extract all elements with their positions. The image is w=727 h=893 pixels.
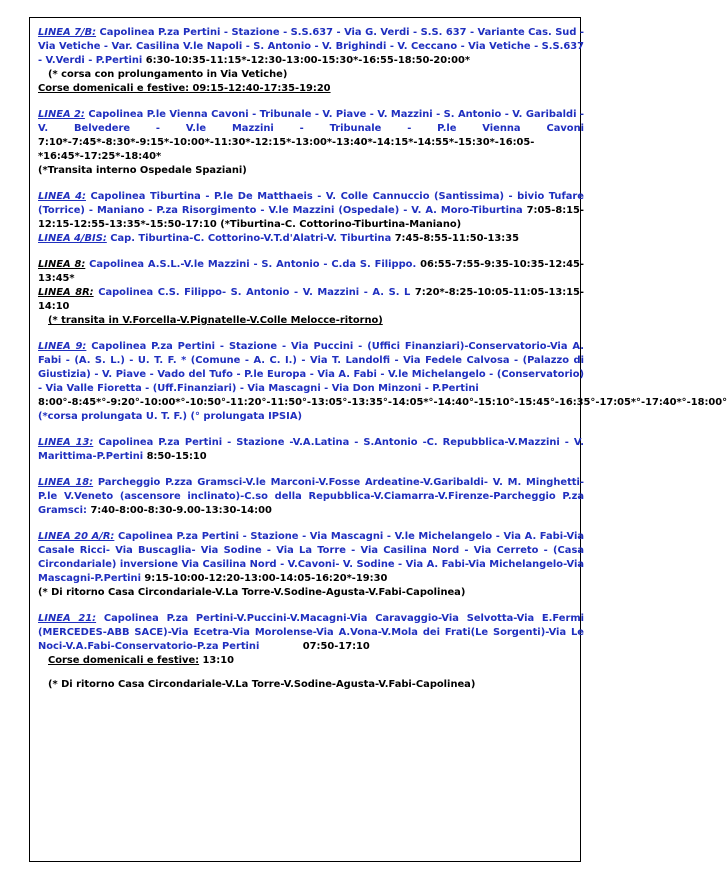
line-4bis-label: LINEA 4/BIS: — [38, 233, 107, 244]
line-4bis-times: 7:45-8:55-11:50-13:35 — [391, 233, 519, 244]
line-9-route: Capolinea P.za Pertini - Stazione - Via Puccini - (Uffici Finanziari)-Conservatorio-Via A. Fabi - (A. S. L.) - U. T. F. * (Comune - A. C. I.) - Via T. Landolfi - Via Fedele Calvosa - (Palazzo di Giustizia) - V. Piave - Vado del Tufo - P.le Europa - Via A. Fabi - V.le Michelangelo - (Conservatorio) - Via Valle Fioretta - (Uff.Finanziari) - Via Mascagni - Via Don Minzoni - P.Pertini — [38, 341, 584, 394]
line-7b-holiday: Corse domenicali e festive: 09:15-12:40-17:35-19:20 — [38, 83, 331, 94]
line-13-times: 8:50-15:10 — [143, 451, 207, 462]
line-7b-block — [38, 26, 584, 96]
line-21-note: (* Di ritorno Casa Circondariale-V.La Torre-V.Sodine-Agusta-V.Fabi-Capolinea) — [48, 679, 476, 690]
line-9-times: 8:00°-8:45*°-9:20°-10:00*°-10:50°-11:20°-11:50°-13:05°-13:35°-14:05*°-14:40°-15:10°-15:45°-16:35°-17:05*°-17:40*°-18:00° — [38, 397, 727, 408]
line-4-times-note: (*Tiburtina-C. Cottorino-Tiburtina-Maniano) — [220, 219, 462, 230]
line-20-label: LINEA 20 A/R: — [38, 531, 115, 542]
line-8-note: (* transita in V.Forcella-V.Pignatelle-V.Colle Melocce-ritorno) — [48, 315, 383, 326]
line-7b-label: LINEA 7/B: — [38, 27, 97, 38]
line-8-times: 06:55-7:55-9:35-10:35-12:45-13:45* — [38, 259, 584, 284]
line-4-block — [38, 190, 584, 246]
line-18-block — [38, 476, 584, 518]
line-13-label: LINEA 13: — [38, 437, 94, 448]
bus-schedule — [38, 26, 727, 704]
line-21-holiday-times: 13:10 — [199, 655, 234, 666]
line-2-times: 7:10*-7:45*-8:30*-9:15*-10:00*-11:30*-12:15*-13:00*-13:40*-14:15*-14:55*-15:30*-16:05-*16:45*-17:25*-18:40* — [38, 137, 535, 162]
line-8-block — [38, 258, 584, 328]
line-7b-times: 6:30-10:35-11:15*-12:30-13:00-15:30*-16:55-18:50-20:00* — [142, 55, 471, 66]
line-4bis-route: Cap. Tiburtina-C. Cottorino-V.T.d'Alatri-V. Tiburtina — [106, 233, 392, 244]
line-20-route: Capolinea P.za Pertini - Stazione - Via Mascagni - V.le Michelangelo - Via A. Fabi-Via Casale Ricci- Via Buscaglia- Via Sodine - Via La Torre - Via Casilina Nord - Via Cerreto - (Casa Circondariale) inversione Via Casilina Nord - V.Cavoni- V. Sodine - Via A. Fabi-Via Michelangelo-Via Mascagni-P.Pertini — [38, 531, 584, 584]
line-4-route: Capolinea Tiburtina - P.le De Matthaeis - V. Colle Cannuccio (Santissima) - bivio Tufare (Torrice) - Maniano - P.za Risorgimento - V.le Mazzini (Ospedale) - V. A. Moro-Tiburtina — [38, 191, 584, 216]
line-8r-route: Capolinea C.S. Filippo- S. Antonio - V. Mazzini - A. S. L — [93, 287, 411, 298]
line-21-label: LINEA 21: — [38, 613, 97, 624]
line-7b-note: (* corsa con prolungamento in Via Vetiche) — [48, 69, 288, 80]
line-21-times: 07:50-17:10 — [302, 641, 370, 652]
line-21-holiday-label: Corse domenicali e festive: — [48, 655, 200, 666]
line-18-route: Parcheggio P.zza Gramsci-V.le Marconi-V.Fosse Ardeatine-V.Garibaldi- V. M. Minghetti-P.le V.Veneto (ascensore inclinato)-C.so della Repubblica-V.Ciamarra-V.Firenze-Parcheggio P.za Gramsci: — [38, 477, 585, 516]
line-18-times: 7:40-8:00-8:30-9.00-13:30-14:00 — [87, 505, 272, 516]
line-8-route: Capolinea A.S.L.-V.le Mazzini - S. Antonio - C.da S. Filippo. — [85, 259, 417, 270]
line-8-label: LINEA 8: — [38, 259, 86, 270]
line-20-times: 9:15-10:00-12:20-13:00-14:05-16:20*-19:30 — [140, 573, 388, 584]
line-7b-route: Capolinea P.za Pertini - Stazione - S.S.637 - Via G. Verdi - S.S. 637 - Variante Cas. Sud - Via Vetiche - Var. Casilina V.le Napoli - S. Antonio - V. Brighindi - V. Ceccano - Via Vetiche - S.S.637 - V.Verdi - P.Pertini — [38, 27, 584, 66]
line-8r-label: LINEA 8R: — [38, 287, 94, 298]
line-13-block — [38, 436, 584, 464]
line-21-route: Capolinea P.za Pertini-V.Puccini-V.Macagni-Via Caravaggio-Via Selvotta-Via E.Fermi (MERCEDES-ABB SACE)-Via Ecetra-Via Morolense-Via A.Vona-V.Mola dei Frati(Le Sorgenti)-Via Le Noci-V.A.Fabi-Conservatorio-P.za Pertini — [38, 613, 584, 652]
line-9-times-note: (*corsa prolungata U. T. F.) (° prolungata IPSIA) — [38, 411, 302, 422]
line-20-note: (* Di ritorno Casa Circondariale-V.La Torre-V.Sodine-Agusta-V.Fabi-Capolinea) — [38, 587, 466, 598]
line-9-block — [38, 340, 727, 424]
line-21-block — [38, 612, 584, 692]
line-2-route: Capolinea P.le Vienna Cavoni - Tribunale - V. Piave - V. Mazzini - S. Antonio - V. Garibaldi - V. Belvedere - V.le Mazzini - Tribunale - P.le Vienna Cavoni — [38, 109, 584, 134]
line-2-note: (*Transita interno Ospedale Spaziani) — [38, 165, 247, 176]
line-18-label: LINEA 18: — [38, 477, 94, 488]
line-2-block — [38, 108, 584, 178]
line-9-label: LINEA 9: — [38, 341, 87, 352]
line-4-times: 7:05-8:15-12:15-12:55-13:35*-15:50-17:10 — [38, 205, 584, 230]
line-4-label: LINEA 4: — [38, 191, 86, 202]
line-13-route: Capolinea P.za Pertini - Stazione -V.A.Latina - S.Antonio -C. Repubblica-V.Mazzini - V. Marittima-P.Pertini — [38, 437, 584, 462]
line-8r-times: 7:20*-8:25-10:05-11:05-13:15-14:10 — [38, 287, 584, 312]
line-20-block — [38, 530, 584, 600]
line-2-label: LINEA 2: — [38, 109, 85, 120]
